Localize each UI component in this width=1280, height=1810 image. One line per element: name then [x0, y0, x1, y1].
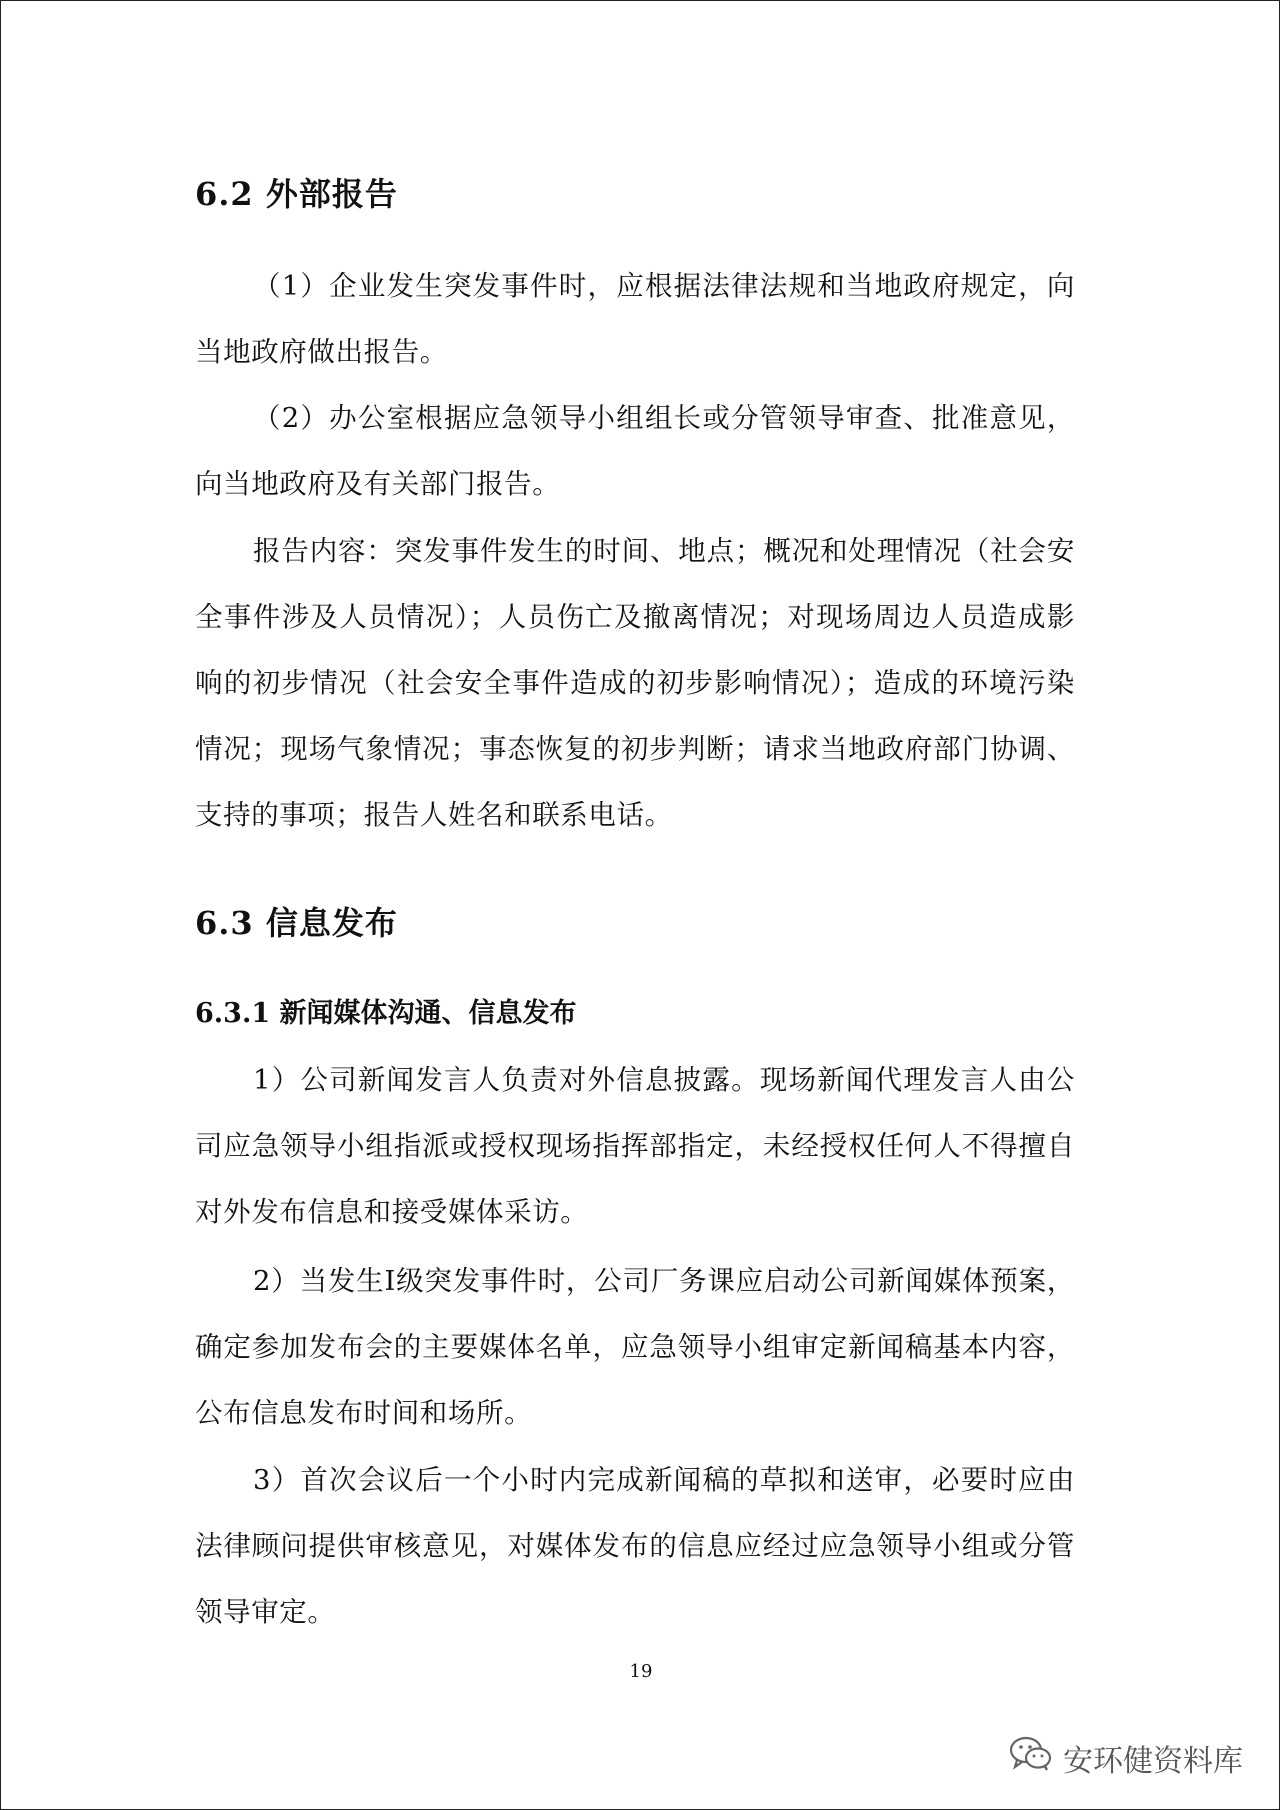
paragraph-6-2-1: （1）企业发生突发事件时，应根据法律法规和当地政府规定，向当地政府做出报告。 — [195, 270, 1075, 368]
paragraph-6-3-1-3: 3）首次会议后一个小时内完成新闻稿的草拟和送审，必要时应由法律顾问提供审核意见，对媒体发布的信息应经过应急领导小组或分管领导审定。 — [195, 1464, 1075, 1628]
paragraph-6-2-2: （2）办公室根据应急领导小组组长或分管领导审查、批准意见，向当地政府及有关部门报告。 — [195, 402, 1075, 500]
wechat-icon — [1009, 1736, 1053, 1780]
watermark-text: 安环健资料库 — [1063, 1744, 1243, 1779]
page-number: 19 — [629, 1661, 653, 1682]
paragraph-6-3-1-1: 1）公司新闻发言人负责对外信息披露。现场新闻代理发言人由公司应急领导小组指派或授权现场指挥部指定，未经授权任何人不得擅自对外发布信息和接受媒体采访。 — [195, 1064, 1075, 1228]
paragraph-6-3-1-2: 2）当发生Ⅰ级突发事件时，公司厂务课应启动公司新闻媒体预案，确定参加发布会的主要媒体名单，应急领导小组审定新闻稿基本内容，公布信息发布时间和场所。 — [195, 1265, 1075, 1429]
section-heading-6-2: 6.2 外部报告 — [195, 175, 398, 213]
paragraph-6-2-report-content: 报告内容：突发事件发生的时间、地点；概况和处理情况（社会安全事件涉及人员情况）；人员伤亡及撤离情况；对现场周边人员造成影响的初步情况（社会安全事件造成的初步影响情况）；造成的环境污染情况；现场气象情况；事态恢复的初步判断；请求当地政府部门协调、支持的事项；报告人姓名和联系电话。 — [195, 535, 1075, 831]
section-heading-6-3: 6.3 信息发布 — [195, 904, 398, 942]
watermark — [1009, 1736, 1243, 1780]
subsection-heading-6-3-1: 6.3.1 新闻媒体沟通、信息发布 — [195, 998, 577, 1029]
